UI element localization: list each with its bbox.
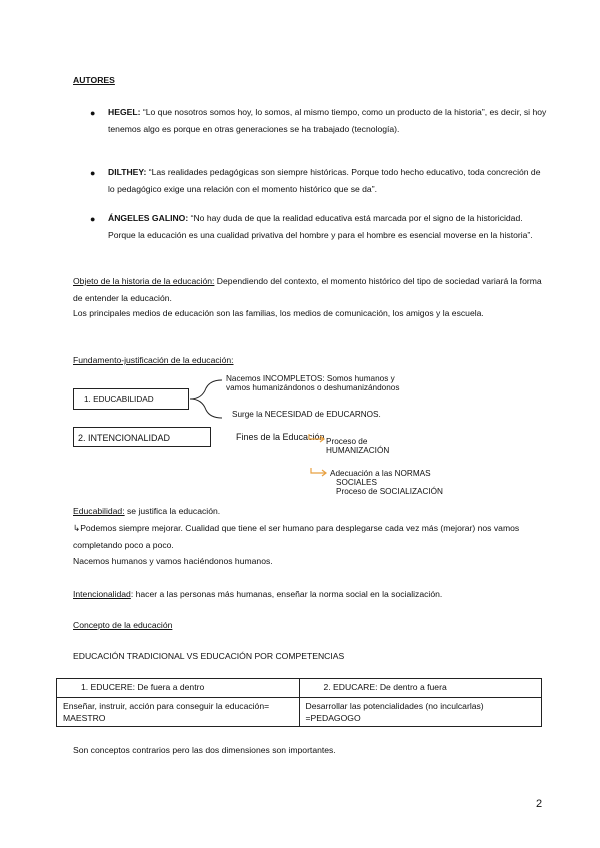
author-quote: “Las realidades pedagógicas son siempre históricas. Porque todo hecho educativo, toda concreción de lo pedagógico exige una relación con el momento histórico que se da”. <box>108 167 541 194</box>
educabilidad-label: Educabilidad: <box>73 506 125 516</box>
educabilidad-text: se justifica la educación. <box>124 506 221 516</box>
objeto-text: Dependiendo del contexto, el momento histórico del tipo de sociedad variará la forma de entender la educación. <box>73 276 542 303</box>
intencionalidad-paragraph <box>73 586 548 603</box>
arrow1-line1: Proceso de <box>326 437 368 446</box>
table-cell-educare: Desarrollar las potencialidades (no inculcarlas) =PEDAGOGO <box>299 698 542 727</box>
bullet: ● <box>90 214 96 224</box>
author-name: ÁNGELES GALINO: <box>108 213 189 223</box>
author-dilthey <box>108 164 548 197</box>
table-row <box>57 698 542 727</box>
table-header-educare: 2. EDUCARE: De dentro a fuera <box>299 679 542 698</box>
arrow-icon <box>308 433 328 445</box>
educabilidad-line3: Nacemos humanos y vamos haciéndonos humanos. <box>73 556 273 566</box>
objeto-paragraph <box>73 273 548 306</box>
fines-label: Fines de la Educación <box>236 432 325 442</box>
branch-top-line1: Nacemos INCOMPLETOS: Somos humanos y <box>226 374 395 383</box>
objeto-paragraph-2: Los principales medios de educación son las familias, los medios de comunicación, los amigos y la escuela. <box>73 308 484 318</box>
brace-connector <box>188 378 228 422</box>
intencionalidad-text: : hacer a las personas más humanas, enseñar la norma social en la socialización. <box>130 589 443 599</box>
author-galino <box>108 210 548 243</box>
arrow2-line2: SOCIALES <box>336 478 377 487</box>
educabilidad-box: 1. EDUCABILIDAD <box>73 388 189 410</box>
arrow-icon <box>310 467 330 479</box>
author-quote: “Lo que nosotros somos hoy, lo somos, al mismo tiempo, como un producto de la historia”, es decir, si hoy tenemos algo es porque en otras generaciones se ha trabajado (tecnología). <box>108 107 547 134</box>
table-cell-educere: Enseñar, instruir, acción para conseguir la educación= MAESTRO <box>57 698 300 727</box>
table-header-educere: 1. EDUCERE: De fuera a dentro <box>57 679 300 698</box>
educabilidad-detail: ↳Podemos siempre mejorar. Cualidad que tiene el ser humano para desplegarse cada vez más (mejorar) nos vamos completando poco a poco. <box>73 523 520 550</box>
author-name: HEGEL: <box>108 107 141 117</box>
page-number: 2 <box>536 798 543 810</box>
comparison-table <box>56 678 542 727</box>
author-hegel <box>108 104 548 137</box>
table-row <box>57 679 542 698</box>
branch-bottom: Surge la NECESIDAD de EDUCARNOS. <box>232 410 381 419</box>
author-name: DILTHEY: <box>108 167 147 177</box>
arrow2-line1: Adecuación a las NORMAS <box>330 469 431 478</box>
table-note: Son conceptos contrarios pero las dos dimensiones son importantes. <box>73 745 336 755</box>
intencionalidad-box: 2. INTENCIONALIDAD <box>73 427 211 447</box>
comparison-title: EDUCACIÓN TRADICIONAL VS EDUCACIÓN POR COMPETENCIAS <box>73 651 345 661</box>
concepto-heading: Concepto de la educación <box>73 620 173 630</box>
objeto-label: Objeto de la historia de la educación: <box>73 276 215 286</box>
bullet: ● <box>90 168 96 178</box>
author-quote: “No hay duda de que la realidad educativa está marcada por el signo de la historicidad. Porque la educación es una cualidad privativa del hombre y para el hombre es esencial moverse en la historia”. <box>108 213 533 240</box>
bullet: ● <box>90 108 96 118</box>
educabilidad-paragraph <box>73 503 548 520</box>
branch-top-line2: vamos humanizándonos o deshumanizándonos <box>226 383 400 392</box>
arrow2-line3: Proceso de SOCIALIZACIÓN <box>336 487 443 496</box>
section-heading-autores: AUTORES <box>73 75 115 85</box>
intencionalidad-label: Intencionalidad <box>73 589 131 599</box>
fundamento-heading: Fundamento-justificación de la educación: <box>73 355 234 365</box>
arrow1-line2: HUMANIZACIÓN <box>326 446 390 455</box>
